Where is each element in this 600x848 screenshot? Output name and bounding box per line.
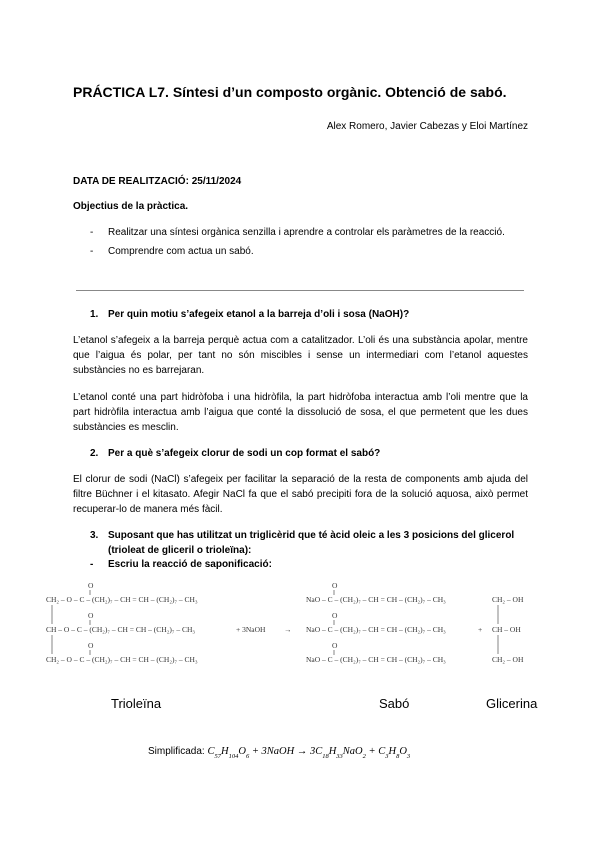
carbonyl-oxygen: O (332, 581, 338, 590)
soap-line: NaO – C – (CH₂)₇ – CH = CH – (CH₂)₇ – CH₃ (306, 625, 446, 634)
equation-text: + C (365, 746, 386, 757)
equation-text: O (238, 746, 246, 757)
triolein-bottom-chain: CH₂ – O – C – (CH₂)₇ – CH = CH – (CH₂)₇ – CH₃ (46, 655, 198, 664)
equation-text: C (207, 746, 215, 757)
simplified-equation (148, 746, 410, 760)
question-number: 3. (90, 530, 99, 541)
question-text: Suposant que has utilitzat un triglicèrid que té àcid oleic a les 3 posicions del glicerol (trioleat de gliceril o trioleïna): (108, 530, 515, 556)
equation-text: H (221, 746, 229, 757)
question-text: Per quin motiu s’afegeix etanol a la barreja d’oli i sosa (NaOH)? (108, 309, 410, 320)
equation-subscript: 8 (396, 753, 400, 760)
label-sabo: Sabó (379, 696, 410, 711)
plus-naoh: + 3NaOH (236, 625, 266, 634)
objective-text: Comprendre com actua un sabó. (108, 245, 254, 257)
glycerol-top: CH₂ – OH (492, 595, 524, 604)
objectives-list (90, 226, 520, 263)
question-number: 1. (90, 309, 99, 320)
answer-1-paragraph-1: L’etanol s’afegeix a la barreja perquè actua com a catalitzador. L’oli és una substància apolar, mentre que l’aigua és polar, per tant no són miscibles i sense un intermediari com l’etanol aquestes substàncies no es barrejaran. (73, 335, 528, 376)
answer-2-paragraph: El clorur de sodi (NaCl) s’afegeix per facilitar la separació de la resta de components amb ajuda del filtre Büchner i el kitasato. Afegir NaCl fa que el sabó precipiti fora de la solució aquosa, això permet recuperar-lo de manera més fàcil. (73, 474, 528, 515)
question-3 (90, 529, 530, 558)
authors: Alex Romero, Javier Cabezas y Eloi Martínez (326, 121, 528, 132)
sub-question: - Escriu la reacció de saponificació: (90, 559, 272, 570)
divider (76, 290, 524, 291)
carbonyl-oxygen: O (332, 641, 338, 650)
equation-text: H (388, 746, 397, 757)
equation-text: + 3NaOH → 3C (249, 746, 323, 757)
equation-subscript: 18 (322, 753, 329, 760)
question-1 (90, 309, 530, 320)
simplified-label: Simplificada: (148, 746, 205, 757)
question-2 (90, 448, 530, 459)
list-item: - Comprendre com actua un sabó. (90, 245, 520, 260)
equation-subscript: 104 (228, 753, 239, 760)
list-item: - Realitzar una síntesi orgànica senzilla i aprendre a controlar els paràmetres de la reacció. (90, 226, 520, 241)
triolein-top-chain: CH₂ – O – C – (CH₂)₇ – CH = CH – (CH₂)₇ – CH₃ (46, 595, 198, 604)
equation-subscript: 6 (245, 753, 250, 760)
equation-subscript: 57 (214, 753, 221, 760)
label-trioleina: Trioleïna (111, 696, 162, 711)
equation-subscript: 3 (406, 753, 411, 760)
label-glicerina: Glicerina (486, 696, 538, 711)
question-text: Per a què s’afegeix clorur de sodi un cop format el sabó? (108, 448, 381, 459)
soap-line: NaO – C – (CH₂)₇ – CH = CH – (CH₂)₇ – CH₃ (306, 595, 446, 604)
glycerol-bottom: CH₂ – OH (492, 655, 524, 664)
objective-text: Realitzar una síntesi orgànica senzilla i aprendre a controlar els paràmetres de la reacció. (108, 227, 505, 238)
equation-formula (207, 746, 411, 760)
equation-subscript: 33 (336, 753, 343, 760)
saponification-reaction (40, 580, 550, 680)
page-title: PRÁCTICA L7. Síntesi d’un composto orgànic. Obtenció de sabó. (73, 84, 507, 100)
equation-subscript: 2 (362, 753, 366, 760)
equation-text: NaO (342, 746, 363, 757)
question-number: 2. (90, 448, 99, 459)
soap-line: NaO – C – (CH₂)₇ – CH = CH – (CH₂)₇ – CH₃ (306, 655, 446, 664)
answer-1-paragraph-2: L’etanol conté una part hidròfoba i una hidròfila, la part hidròfoba interactua amb l’oli mentre que la part hidròfila interactua amb l’aigua que conté la dissolució de sosa, el que permetent que les dues substàncies es mesclin. (73, 392, 528, 433)
plus-sign: + (478, 625, 483, 634)
sub-question-text: Escriu la reacció de saponificació: (108, 559, 272, 570)
equation-text: H (328, 746, 337, 757)
triolein-middle-chain: CH – O – C – (CH₂)₇ – CH = CH – (CH₂)₇ – CH₃ (46, 625, 195, 634)
equation-subscript: 3 (385, 753, 389, 760)
objectives-heading: Objectius de la pràctica. (73, 201, 189, 212)
equation-text: O (399, 746, 407, 757)
reaction-arrow: → (284, 625, 292, 634)
date-label: DATA DE REALITZACIÓ: 25/11/2024 (73, 176, 242, 187)
carbonyl-oxygen: O (88, 641, 94, 650)
carbonyl-oxygen: O (88, 581, 94, 590)
glycerol-middle: CH – OH (492, 625, 521, 634)
carbonyl-oxygen: O (332, 611, 338, 620)
carbonyl-oxygen: O (88, 611, 94, 620)
